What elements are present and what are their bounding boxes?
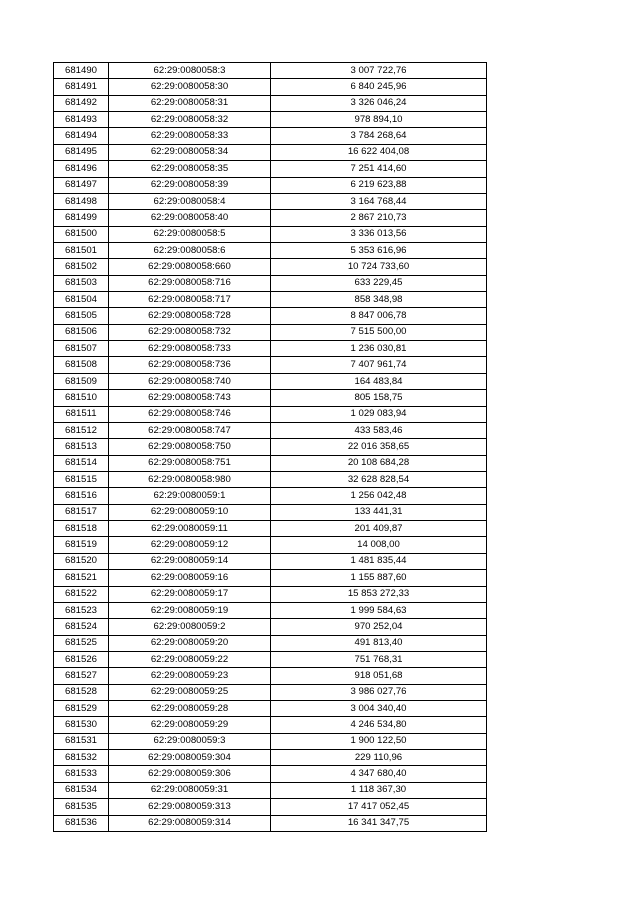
table-row bbox=[54, 144, 487, 160]
cadastral-value-cell: 433 583,46 bbox=[271, 422, 487, 438]
cadastral-number-cell: 62:29:0080058:33 bbox=[109, 128, 271, 144]
table-row bbox=[54, 684, 487, 700]
row-number-cell: 681514 bbox=[54, 455, 109, 471]
cadastral-number-cell: 62:29:0080058:4 bbox=[109, 193, 271, 209]
cadastral-value-cell: 1 029 083,94 bbox=[271, 406, 487, 422]
cadastral-number-cell: 62:29:0080058:31 bbox=[109, 95, 271, 111]
cadastral-number-cell: 62:29:0080058:750 bbox=[109, 439, 271, 455]
cadastral-number-cell: 62:29:0080058:736 bbox=[109, 357, 271, 373]
cadastral-value-cell: 17 417 052,45 bbox=[271, 799, 487, 815]
table-row bbox=[54, 406, 487, 422]
cadastral-number-cell: 62:29:0080058:3 bbox=[109, 63, 271, 79]
cadastral-number-cell: 62:29:0080058:716 bbox=[109, 275, 271, 291]
table-row bbox=[54, 341, 487, 357]
cadastral-number-cell: 62:29:0080058:39 bbox=[109, 177, 271, 193]
cadastral-value-cell: 1 155 887,60 bbox=[271, 570, 487, 586]
cadastral-number-cell: 62:29:0080059:17 bbox=[109, 586, 271, 602]
table-row bbox=[54, 422, 487, 438]
cadastral-value-cell: 751 768,31 bbox=[271, 651, 487, 667]
table-row bbox=[54, 602, 487, 618]
table-row bbox=[54, 193, 487, 209]
cadastral-number-cell: 62:29:0080059:16 bbox=[109, 570, 271, 586]
cadastral-number-cell: 62:29:0080059:12 bbox=[109, 537, 271, 553]
cadastral-number-cell: 62:29:0080059:1 bbox=[109, 488, 271, 504]
table-row bbox=[54, 63, 487, 79]
row-number-cell: 681510 bbox=[54, 390, 109, 406]
row-number-cell: 681515 bbox=[54, 471, 109, 487]
row-number-cell: 681525 bbox=[54, 635, 109, 651]
table-body bbox=[54, 63, 487, 832]
cadastral-number-cell: 62:29:0080059:25 bbox=[109, 684, 271, 700]
row-number-cell: 681498 bbox=[54, 193, 109, 209]
row-number-cell: 681529 bbox=[54, 701, 109, 717]
cadastral-value-cell: 7 515 500,00 bbox=[271, 324, 487, 340]
table-row bbox=[54, 292, 487, 308]
row-number-cell: 681536 bbox=[54, 815, 109, 831]
table-row bbox=[54, 210, 487, 226]
cadastral-value-cell: 1 900 122,50 bbox=[271, 733, 487, 749]
cadastral-number-cell: 62:29:0080059:22 bbox=[109, 651, 271, 667]
cadastral-value-cell: 3 164 768,44 bbox=[271, 193, 487, 209]
cadastral-number-cell: 62:29:0080058:35 bbox=[109, 161, 271, 177]
row-number-cell: 681504 bbox=[54, 292, 109, 308]
row-number-cell: 681499 bbox=[54, 210, 109, 226]
row-number-cell: 681533 bbox=[54, 766, 109, 782]
cadastral-value-cell: 978 894,10 bbox=[271, 112, 487, 128]
cadastral-value-cell: 1 481 835,44 bbox=[271, 553, 487, 569]
row-number-cell: 681523 bbox=[54, 602, 109, 618]
row-number-cell: 681519 bbox=[54, 537, 109, 553]
cadastral-value-cell: 1 999 584,63 bbox=[271, 602, 487, 618]
table-row bbox=[54, 357, 487, 373]
table-row bbox=[54, 668, 487, 684]
cadastral-number-cell: 62:29:0080058:32 bbox=[109, 112, 271, 128]
table-row bbox=[54, 504, 487, 520]
cadastral-number-cell: 62:29:0080059:23 bbox=[109, 668, 271, 684]
table-row bbox=[54, 177, 487, 193]
cadastral-value-cell: 1 236 030,81 bbox=[271, 341, 487, 357]
row-number-cell: 681532 bbox=[54, 750, 109, 766]
cadastral-number-cell: 62:29:0080058:5 bbox=[109, 226, 271, 242]
cadastral-number-cell: 62:29:0080058:743 bbox=[109, 390, 271, 406]
row-number-cell: 681526 bbox=[54, 651, 109, 667]
table-row bbox=[54, 226, 487, 242]
cadastral-value-cell: 201 409,87 bbox=[271, 521, 487, 537]
cadastral-number-cell: 62:29:0080059:31 bbox=[109, 782, 271, 798]
table-row bbox=[54, 782, 487, 798]
cadastral-number-cell: 62:29:0080059:11 bbox=[109, 521, 271, 537]
cadastral-value-cell: 229 110,96 bbox=[271, 750, 487, 766]
cadastral-value-cell: 1 256 042,48 bbox=[271, 488, 487, 504]
cadastral-number-cell: 62:29:0080059:28 bbox=[109, 701, 271, 717]
row-number-cell: 681492 bbox=[54, 95, 109, 111]
cadastral-value-cell: 7 407 961,74 bbox=[271, 357, 487, 373]
cadastral-number-cell: 62:29:0080059:10 bbox=[109, 504, 271, 520]
row-number-cell: 681497 bbox=[54, 177, 109, 193]
row-number-cell: 681530 bbox=[54, 717, 109, 733]
cadastral-value-cell: 4 246 534,80 bbox=[271, 717, 487, 733]
table-row bbox=[54, 161, 487, 177]
row-number-cell: 681531 bbox=[54, 733, 109, 749]
cadastral-number-cell: 62:29:0080059:314 bbox=[109, 815, 271, 831]
row-number-cell: 681496 bbox=[54, 161, 109, 177]
cadastral-value-cell: 6 840 245,96 bbox=[271, 79, 487, 95]
cadastral-value-cell: 32 628 828,54 bbox=[271, 471, 487, 487]
cadastral-value-cell: 805 158,75 bbox=[271, 390, 487, 406]
table-row bbox=[54, 537, 487, 553]
cadastral-value-cell: 3 336 013,56 bbox=[271, 226, 487, 242]
cadastral-value-cell: 3 326 046,24 bbox=[271, 95, 487, 111]
cadastral-number-cell: 62:29:0080058:751 bbox=[109, 455, 271, 471]
row-number-cell: 681521 bbox=[54, 570, 109, 586]
cadastral-value-cell: 14 008,00 bbox=[271, 537, 487, 553]
row-number-cell: 681517 bbox=[54, 504, 109, 520]
row-number-cell: 681509 bbox=[54, 373, 109, 389]
cadastral-number-cell: 62:29:0080058:34 bbox=[109, 144, 271, 160]
cadastral-number-cell: 62:29:0080058:717 bbox=[109, 292, 271, 308]
cadastral-value-table bbox=[53, 62, 487, 832]
cadastral-value-cell: 858 348,98 bbox=[271, 292, 487, 308]
cadastral-value-cell: 491 813,40 bbox=[271, 635, 487, 651]
cadastral-value-cell: 3 986 027,76 bbox=[271, 684, 487, 700]
cadastral-number-cell: 62:29:0080058:746 bbox=[109, 406, 271, 422]
row-number-cell: 681511 bbox=[54, 406, 109, 422]
table-row bbox=[54, 324, 487, 340]
table-row bbox=[54, 95, 487, 111]
row-number-cell: 681495 bbox=[54, 144, 109, 160]
table-row bbox=[54, 275, 487, 291]
cadastral-number-cell: 62:29:0080058:740 bbox=[109, 373, 271, 389]
table-row bbox=[54, 242, 487, 258]
row-number-cell: 681520 bbox=[54, 553, 109, 569]
cadastral-number-cell: 62:29:0080058:30 bbox=[109, 79, 271, 95]
cadastral-value-cell: 133 441,31 bbox=[271, 504, 487, 520]
table-row bbox=[54, 471, 487, 487]
cadastral-number-cell: 62:29:0080059:20 bbox=[109, 635, 271, 651]
table-row bbox=[54, 79, 487, 95]
cadastral-value-cell: 3 007 722,76 bbox=[271, 63, 487, 79]
table-row bbox=[54, 635, 487, 651]
row-number-cell: 681503 bbox=[54, 275, 109, 291]
cadastral-number-cell: 62:29:0080059:304 bbox=[109, 750, 271, 766]
table-row bbox=[54, 373, 487, 389]
row-number-cell: 681493 bbox=[54, 112, 109, 128]
cadastral-value-cell: 6 219 623,88 bbox=[271, 177, 487, 193]
cadastral-value-cell: 918 051,68 bbox=[271, 668, 487, 684]
cadastral-value-cell: 3 004 340,40 bbox=[271, 701, 487, 717]
row-number-cell: 681513 bbox=[54, 439, 109, 455]
row-number-cell: 681528 bbox=[54, 684, 109, 700]
row-number-cell: 681491 bbox=[54, 79, 109, 95]
row-number-cell: 681506 bbox=[54, 324, 109, 340]
cadastral-number-cell: 62:29:0080058:732 bbox=[109, 324, 271, 340]
table-row bbox=[54, 799, 487, 815]
cadastral-number-cell: 62:29:0080058:660 bbox=[109, 259, 271, 275]
row-number-cell: 681512 bbox=[54, 422, 109, 438]
row-number-cell: 681501 bbox=[54, 242, 109, 258]
table-row bbox=[54, 586, 487, 602]
table-row bbox=[54, 308, 487, 324]
cadastral-number-cell: 62:29:0080059:313 bbox=[109, 799, 271, 815]
cadastral-value-cell: 16 622 404,08 bbox=[271, 144, 487, 160]
table-row bbox=[54, 390, 487, 406]
cadastral-value-cell: 20 108 684,28 bbox=[271, 455, 487, 471]
cadastral-number-cell: 62:29:0080059:19 bbox=[109, 602, 271, 618]
cadastral-number-cell: 62:29:0080058:733 bbox=[109, 341, 271, 357]
row-number-cell: 681507 bbox=[54, 341, 109, 357]
row-number-cell: 681505 bbox=[54, 308, 109, 324]
cadastral-value-cell: 22 016 358,65 bbox=[271, 439, 487, 455]
cadastral-value-cell: 5 353 616,96 bbox=[271, 242, 487, 258]
cadastral-number-cell: 62:29:0080058:747 bbox=[109, 422, 271, 438]
table-row bbox=[54, 651, 487, 667]
row-number-cell: 681518 bbox=[54, 521, 109, 537]
table-row bbox=[54, 112, 487, 128]
table-row bbox=[54, 766, 487, 782]
cadastral-value-cell: 970 252,04 bbox=[271, 619, 487, 635]
cadastral-value-cell: 164 483,84 bbox=[271, 373, 487, 389]
row-number-cell: 681490 bbox=[54, 63, 109, 79]
cadastral-value-cell: 10 724 733,60 bbox=[271, 259, 487, 275]
cadastral-value-cell: 4 347 680,40 bbox=[271, 766, 487, 782]
table-row bbox=[54, 619, 487, 635]
cadastral-number-cell: 62:29:0080058:980 bbox=[109, 471, 271, 487]
cadastral-number-cell: 62:29:0080058:728 bbox=[109, 308, 271, 324]
row-number-cell: 681527 bbox=[54, 668, 109, 684]
cadastral-value-cell: 1 118 367,30 bbox=[271, 782, 487, 798]
table-row bbox=[54, 553, 487, 569]
cadastral-number-cell: 62:29:0080059:2 bbox=[109, 619, 271, 635]
table-row bbox=[54, 521, 487, 537]
row-number-cell: 681535 bbox=[54, 799, 109, 815]
row-number-cell: 681524 bbox=[54, 619, 109, 635]
table-row bbox=[54, 128, 487, 144]
cadastral-value-cell: 15 853 272,33 bbox=[271, 586, 487, 602]
row-number-cell: 681508 bbox=[54, 357, 109, 373]
table-row bbox=[54, 455, 487, 471]
table-row bbox=[54, 750, 487, 766]
table-row bbox=[54, 717, 487, 733]
row-number-cell: 681500 bbox=[54, 226, 109, 242]
table-row bbox=[54, 701, 487, 717]
table-row bbox=[54, 488, 487, 504]
cadastral-number-cell: 62:29:0080059:306 bbox=[109, 766, 271, 782]
cadastral-value-cell: 633 229,45 bbox=[271, 275, 487, 291]
table-row bbox=[54, 733, 487, 749]
table-row bbox=[54, 259, 487, 275]
row-number-cell: 681534 bbox=[54, 782, 109, 798]
cadastral-value-cell: 3 784 268,64 bbox=[271, 128, 487, 144]
row-number-cell: 681494 bbox=[54, 128, 109, 144]
row-number-cell: 681502 bbox=[54, 259, 109, 275]
cadastral-value-cell: 7 251 414,60 bbox=[271, 161, 487, 177]
table-row bbox=[54, 570, 487, 586]
row-number-cell: 681522 bbox=[54, 586, 109, 602]
cadastral-number-cell: 62:29:0080058:6 bbox=[109, 242, 271, 258]
cadastral-value-cell: 2 867 210,73 bbox=[271, 210, 487, 226]
row-number-cell: 681516 bbox=[54, 488, 109, 504]
cadastral-value-cell: 16 341 347,75 bbox=[271, 815, 487, 831]
cadastral-number-cell: 62:29:0080059:29 bbox=[109, 717, 271, 733]
cadastral-number-cell: 62:29:0080059:14 bbox=[109, 553, 271, 569]
cadastral-number-cell: 62:29:0080058:40 bbox=[109, 210, 271, 226]
table-row bbox=[54, 439, 487, 455]
cadastral-number-cell: 62:29:0080059:3 bbox=[109, 733, 271, 749]
cadastral-value-cell: 8 847 006,78 bbox=[271, 308, 487, 324]
table-row bbox=[54, 815, 487, 831]
